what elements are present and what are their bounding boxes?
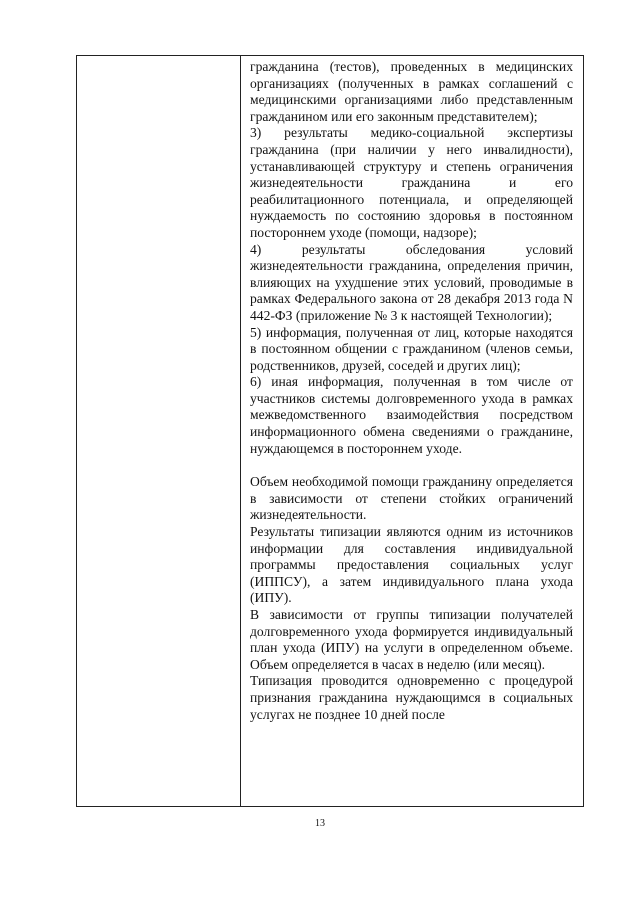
paragraph-help-volume: Объем необходимой помощи гражданину определяется в зависимости от степени стойких ограничений жизнедеятельности. [250, 474, 573, 523]
paragraph-care-plan: В зависимости от группы типизации получателей долговременного ухода формируется индивидуальный план ухода (ИПУ) на услуги в определенном объеме. Объем определяется в часах в неделю (или месяц). [250, 607, 573, 672]
paragraph-item-4-survey: 4) результаты обследования условий жизнедеятельности гражданина, определения причин, влияющих на ухудшение этих условий, проводимые в рамках Федерального закона от 28 декабря 2013 года N 442-ФЗ (приложение № 3 к настоящей Технологии); [250, 241, 573, 323]
paragraph-typing-procedure: Типизация проводится одновременно с процедурой признания гражданина нуждающимся в социальных услугах не позднее 10 дней после [250, 673, 573, 722]
column-divider [240, 56, 241, 806]
paragraph-typing-results: Результаты типизации являются одним из источников информации для составления индивидуальной программы предоставления социальных услуг (ИППСУ), а затем индивидуального плана ухода (ИПУ). [250, 524, 573, 606]
paragraph-item-3-mse: 3) результаты медико-социальной экспертизы гражданина (при наличии у него инвалидности), устанавливающей структуру и степень ограничения жизнедеятельности гражданина и его реабилитационного потенциала, и определяющей нуждаемость по состоянию здоровья в постоянном постороннем уходе (помощи, надзоре); [250, 125, 573, 240]
paragraph-item-6-other-information: 6) иная информация, полученная в том числе от участников системы долговременного ухода в рамках межведомственного взаимодействия посредством информационного обмена сведениями о гражданине, нуждающемся в постороннем уходе. [250, 374, 573, 456]
paragraph-item-5-information: 5) информация, полученная от лиц, которые находятся в постоянном общении с гражданином (членов семьи, родственников, друзей, соседей и других лиц); [250, 324, 573, 373]
table-right-cell [250, 59, 573, 723]
paragraph-tests-continuation: гражданина (тестов), проведенных в медицинских организациях (полученных в рамках соглашений с медицинскими организациями либо представленным гражданином или его законным представителем); [250, 59, 573, 124]
document-table [76, 55, 584, 807]
paragraph-gap [250, 457, 573, 474]
page-number: 13 [315, 818, 325, 829]
table-left-cell-empty [77, 56, 240, 806]
